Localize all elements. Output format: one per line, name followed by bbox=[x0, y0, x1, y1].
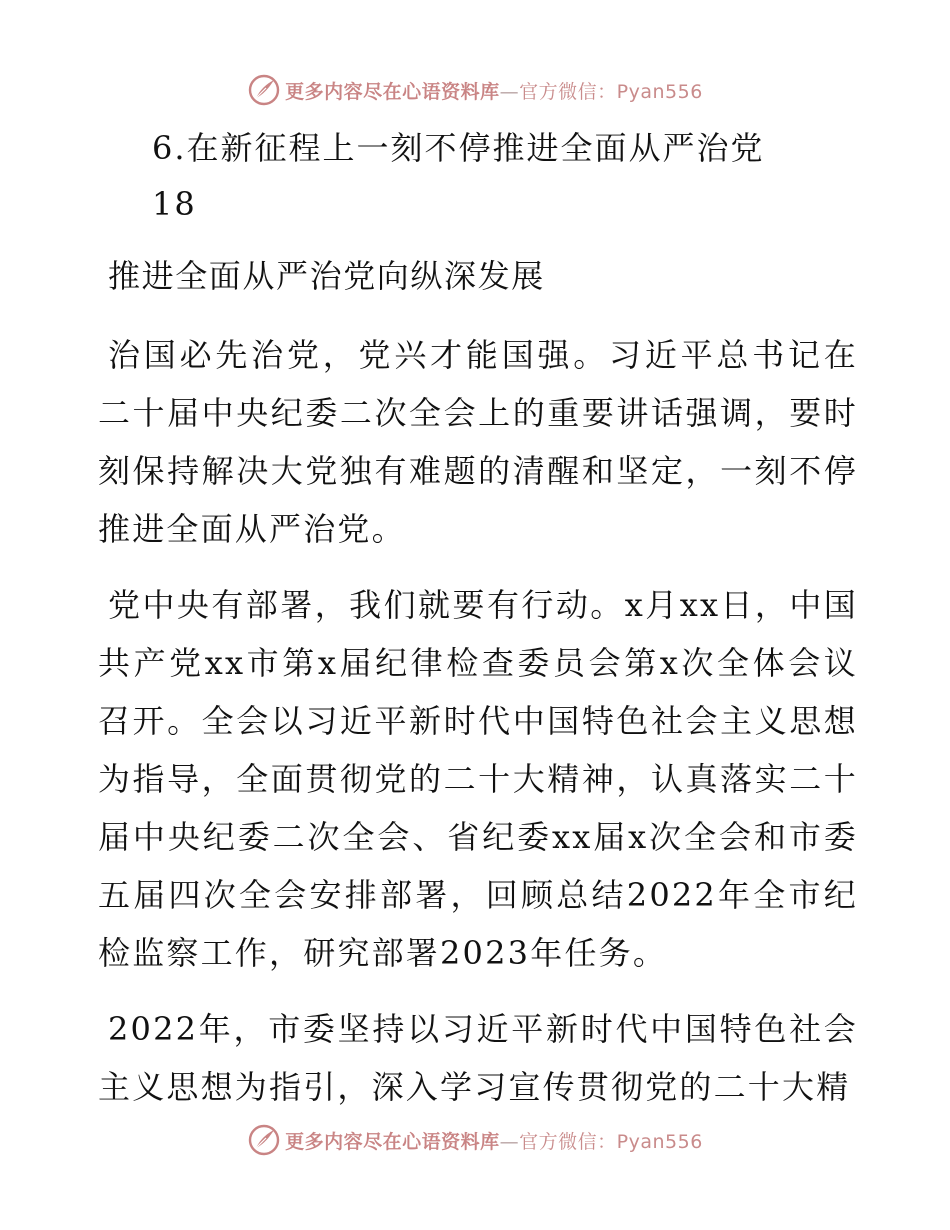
article-heading: 推进全面从严治党向纵深发展 bbox=[108, 257, 545, 295]
toc-entry-title: 6.在新征程上一刻不停推进全面从严治党 bbox=[152, 129, 765, 167]
feather-pen-logo-icon bbox=[247, 1123, 281, 1157]
article-paragraph: 治国必先治党，党兴才能国强。习近平总书记在二十届中央纪委二次全会上的重要讲话强调，要时刻保持解决大党独有难题的清醒和坚定，一刻不停推进全面从严治党。 bbox=[98, 336, 858, 548]
article-paragraph: 党中央有部署，我们就要有行动。x月xx日，中国共产党xx市第x届纪律检查委员会第x次全体会议召开。全会以习近平新时代中国特色社会主义思想为指导，全面贯彻党的二十大精神，认真落实二十届中央纪委二次全会、省纪委xx届x次全会和市委五届四次全会安排部署，回顾总结2022年全市纪检监察工作，研究部署2023年任务。 bbox=[98, 586, 858, 972]
watermark-separator: — bbox=[499, 1130, 520, 1153]
toc-entry-page-number: 18 bbox=[152, 185, 197, 223]
watermark-separator: — bbox=[499, 80, 520, 103]
watermark-banner-top bbox=[0, 70, 950, 110]
watermark-banner-bottom bbox=[0, 1120, 950, 1160]
article-paragraph: 2022年，市委坚持以习近平新时代中国特色社会主义思想为指引，深入学习宣传贯彻党的二十大精 bbox=[98, 1010, 858, 1106]
watermark-contact-text: 官方微信：Pyan556 bbox=[519, 80, 703, 103]
watermark-site-text: 更多内容尽在心语资料库 bbox=[285, 1130, 500, 1153]
watermark-site-text: 更多内容尽在心语资料库 bbox=[285, 80, 500, 103]
feather-pen-logo-icon bbox=[247, 73, 281, 107]
watermark-contact-text: 官方微信：Pyan556 bbox=[519, 1130, 703, 1153]
